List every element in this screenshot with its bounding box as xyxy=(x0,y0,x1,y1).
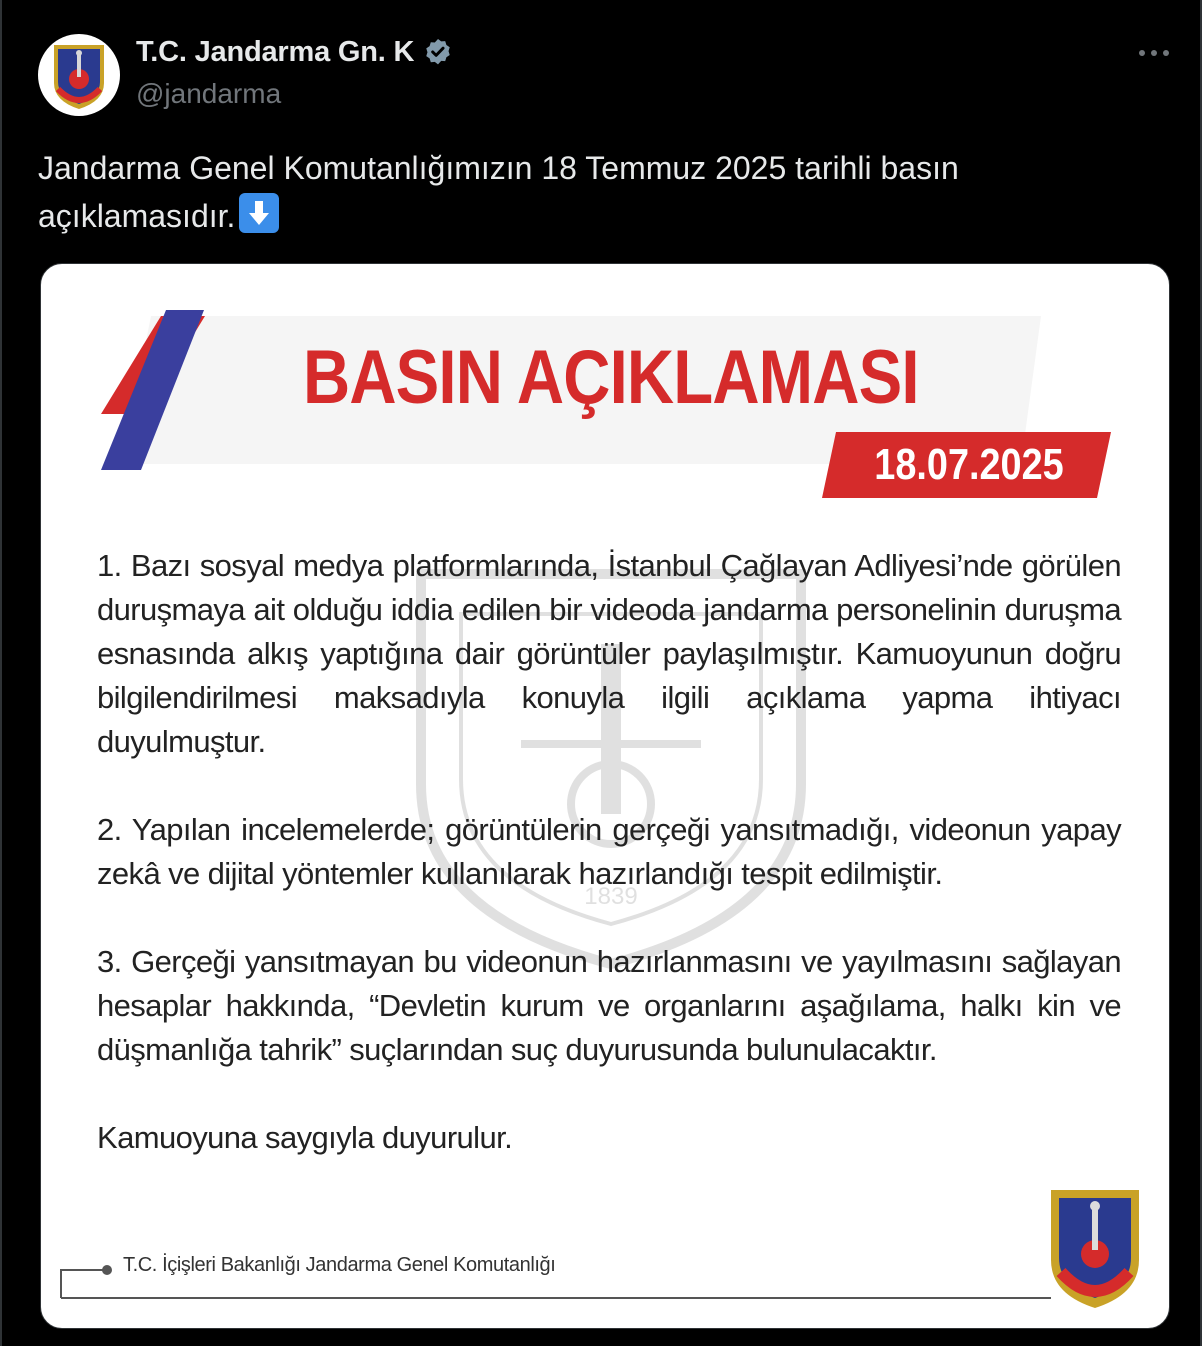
left-border xyxy=(0,0,2,1346)
paragraph-1: 1. Bazı sosyal medya platformlarında, İstanbul Çağlayan Adliyesi’nde görülen duruşmaya ait olduğu iddia edilen bir videoda jandarma personelinin duruşma esnasında alkış yaptığına dair görüntüler paylaşılmıştır. Kamuoyunun doğru bilgilendirilmesi maksadıyla konuyla ilgili açıklama yapma ihtiyacı duyulmuştur. xyxy=(97,548,1121,759)
tweet-body: Jandarma Genel Komutanlığımızın 18 Temmuz 2025 tarihli basın açıklamasıdır. xyxy=(38,150,959,234)
date-badge: 18.07.2025 xyxy=(874,440,1064,489)
paragraph-3: 3. Gerçeği yansıtmayan bu videonun hazırlanmasını ve yayılmasını sağlayan hesaplar hakkında, “Devletin kurum ve organlarını aşağılama, halkı kin ve düşmanlığa tahrik” suçlarından suç duyurusunda bulunulacaktır. xyxy=(97,944,1121,1067)
more-options-button[interactable] xyxy=(1134,38,1174,68)
handle[interactable]: @jandarma xyxy=(136,78,282,109)
more-icon xyxy=(1138,49,1170,57)
tweet-media-image[interactable] xyxy=(40,263,1170,1329)
avatar[interactable] xyxy=(38,34,120,116)
jandarma-emblem-icon xyxy=(1045,1182,1145,1312)
verified-badge-icon xyxy=(422,37,454,69)
down-arrow-emoji-icon xyxy=(239,193,279,233)
paragraph-2: 2. Yapılan incelemelerde; görüntülerin gerçeği yansıtmadığı, videonun yapay zekâ ve dijital yöntemler kullanılarak hazırlandığı tespit edilmiştir. xyxy=(97,812,1121,891)
display-name[interactable]: T.C. Jandarma Gn. K xyxy=(136,36,415,68)
author-name-row xyxy=(136,36,454,69)
tweet-text xyxy=(38,144,1138,240)
closing-line: Kamuoyuna saygıyla duyurulur. xyxy=(97,1120,513,1155)
watermark-year: 1839 xyxy=(584,883,638,910)
footer-text: T.C. İçişleri Bakanlığı Jandarma Genel Komutanlığı xyxy=(123,1254,556,1276)
headline: BASIN AÇIKLAMASI xyxy=(303,335,919,420)
jandarma-emblem-icon xyxy=(44,39,114,111)
